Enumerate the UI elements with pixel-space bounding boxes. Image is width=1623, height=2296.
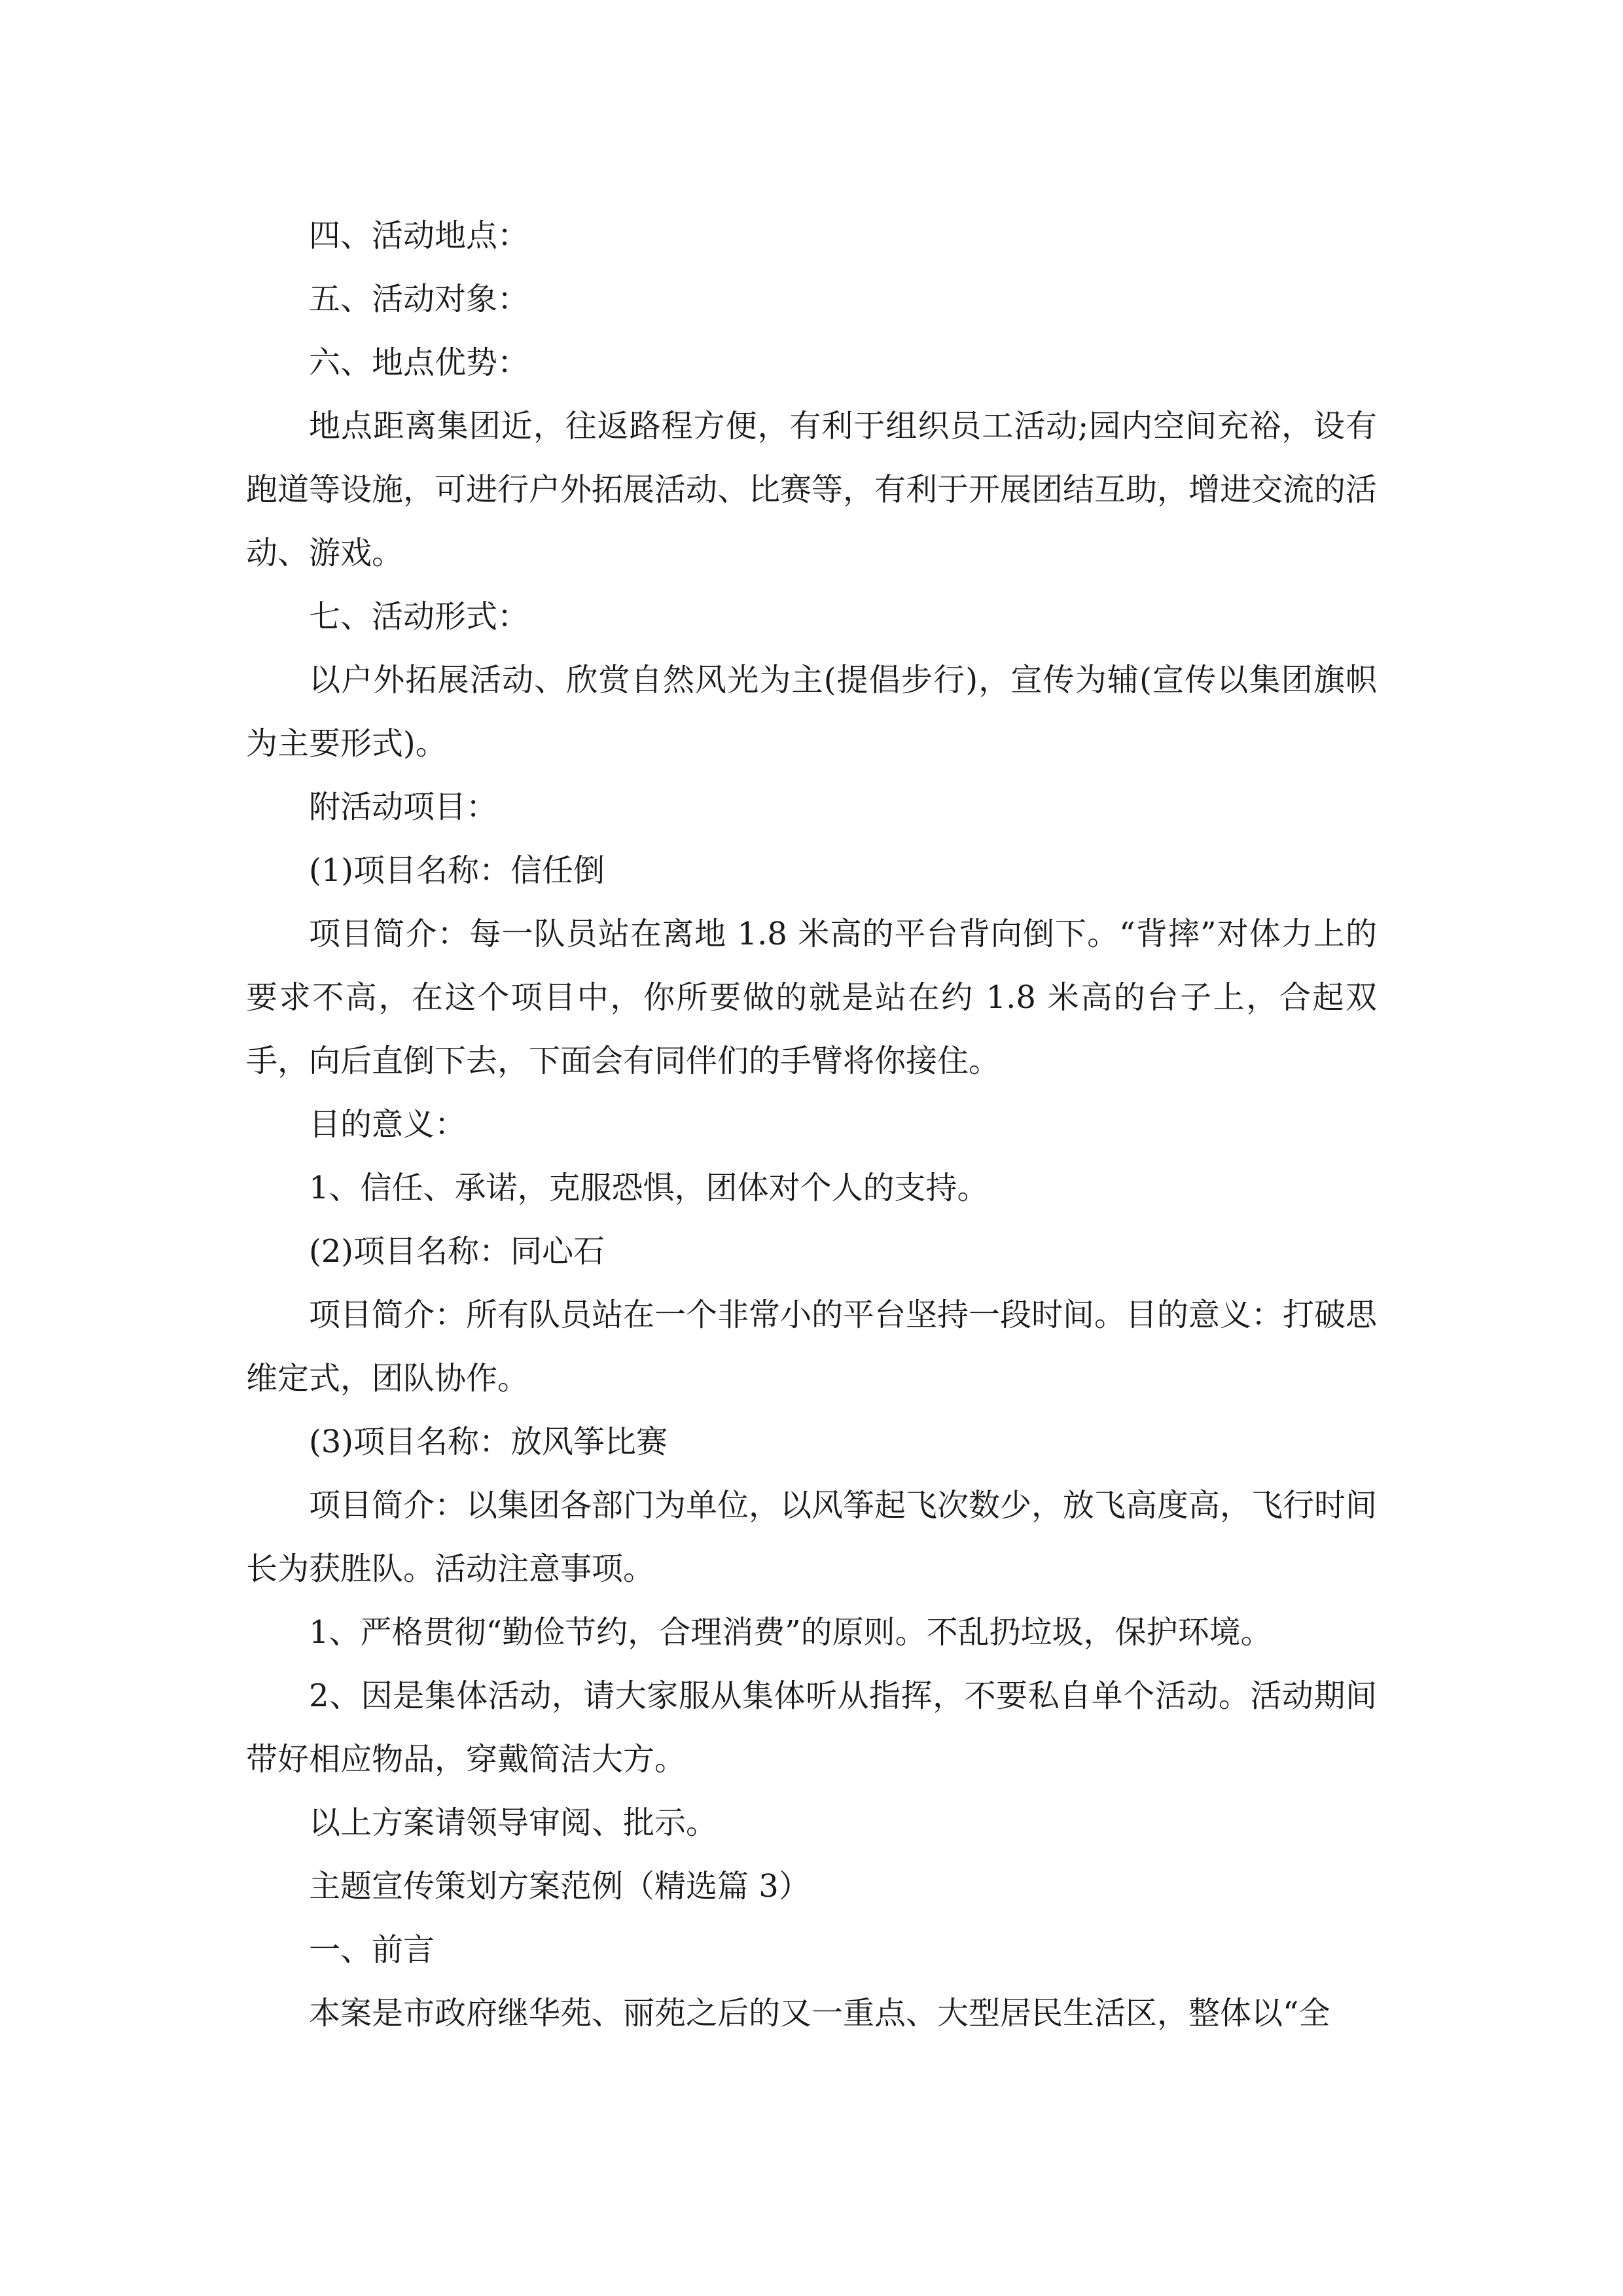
paragraph-project-2-intro: 项目简介：所有队员站在一个非常小的平台坚持一段时间。目的意义：打破思维定式，团队协作。: [246, 1297, 1378, 1397]
paragraph-note-2: 2、因是集体活动，请大家服从集体听从指挥，不要私自单个活动。活动期间带好相应物品，穿戴简洁大方。: [246, 1677, 1377, 1778]
paragraph-section-5-audience: 五、活动对象：: [309, 281, 529, 317]
paragraph-note-1: 1、严格贯彻“勤俭节约，合理消费”的原则。不乱扔垃圾，保护环境。: [309, 1614, 1272, 1651]
paragraph-appendix-heading: 附活动项目：: [309, 789, 498, 825]
paragraph-project-1-name: (1)项目名称：信任倒: [309, 852, 605, 889]
paragraph-purpose-heading: 目的意义：: [309, 1106, 467, 1143]
paragraph-project-2-name: (2)项目名称：同心石: [309, 1233, 605, 1270]
paragraph-project-1-intro: 项目简介：每一队员站在离地 1.8 米高的平台背向倒下。“背摔”对体力上的要求不高，在这个项目中，你所要做的就是站在约 1.8 米高的台子上，合起双手，向后直倒下去，下面会有同伴们的手臂将你接住。: [246, 916, 1377, 1079]
paragraph-new-article-title: 主题宣传策划方案范例（精选篇 3）: [309, 1868, 810, 1905]
paragraph-project-3-intro: 项目简介：以集团各部门为单位，以风筝起飞次数少，放飞高度高，飞行时间长为获胜队。活动注意事项。: [246, 1487, 1378, 1587]
paragraph-section-4-location: 四、活动地点：: [309, 217, 529, 254]
paragraph-advantages-detail: 地点距离集团近，往返路程方便，有利于组织员工活动;园内空间充裕，设有跑道等设施，可进行户外拓展活动、比赛等，有利于开展团结互助，增进交流的活动、游戏。: [246, 408, 1378, 571]
paragraph-format-detail: 以户外拓展活动、欣赏自然风光为主(提倡步行)，宣传为辅(宣传以集团旗帜为主要形式)。: [246, 662, 1377, 762]
paragraph-closing: 以上方案请领导审阅、批示。: [309, 1804, 718, 1841]
paragraph-project-3-name: (3)项目名称：放风筝比赛: [309, 1424, 668, 1460]
document-body: [246, 204, 1377, 2045]
paragraph-preface-heading: 一、前言: [309, 1931, 435, 1968]
paragraph-preface-text: 本案是市政府继华苑、丽苑之后的又一重点、大型居民生活区，整体以“全: [309, 1995, 1330, 2032]
paragraph-section-6-advantages: 六、地点优势：: [309, 344, 529, 381]
paragraph-section-7-format: 七、活动形式：: [309, 598, 529, 635]
paragraph-purpose-1: 1、信任、承诺，克服恐惧，团体对个人的支持。: [309, 1170, 989, 1206]
